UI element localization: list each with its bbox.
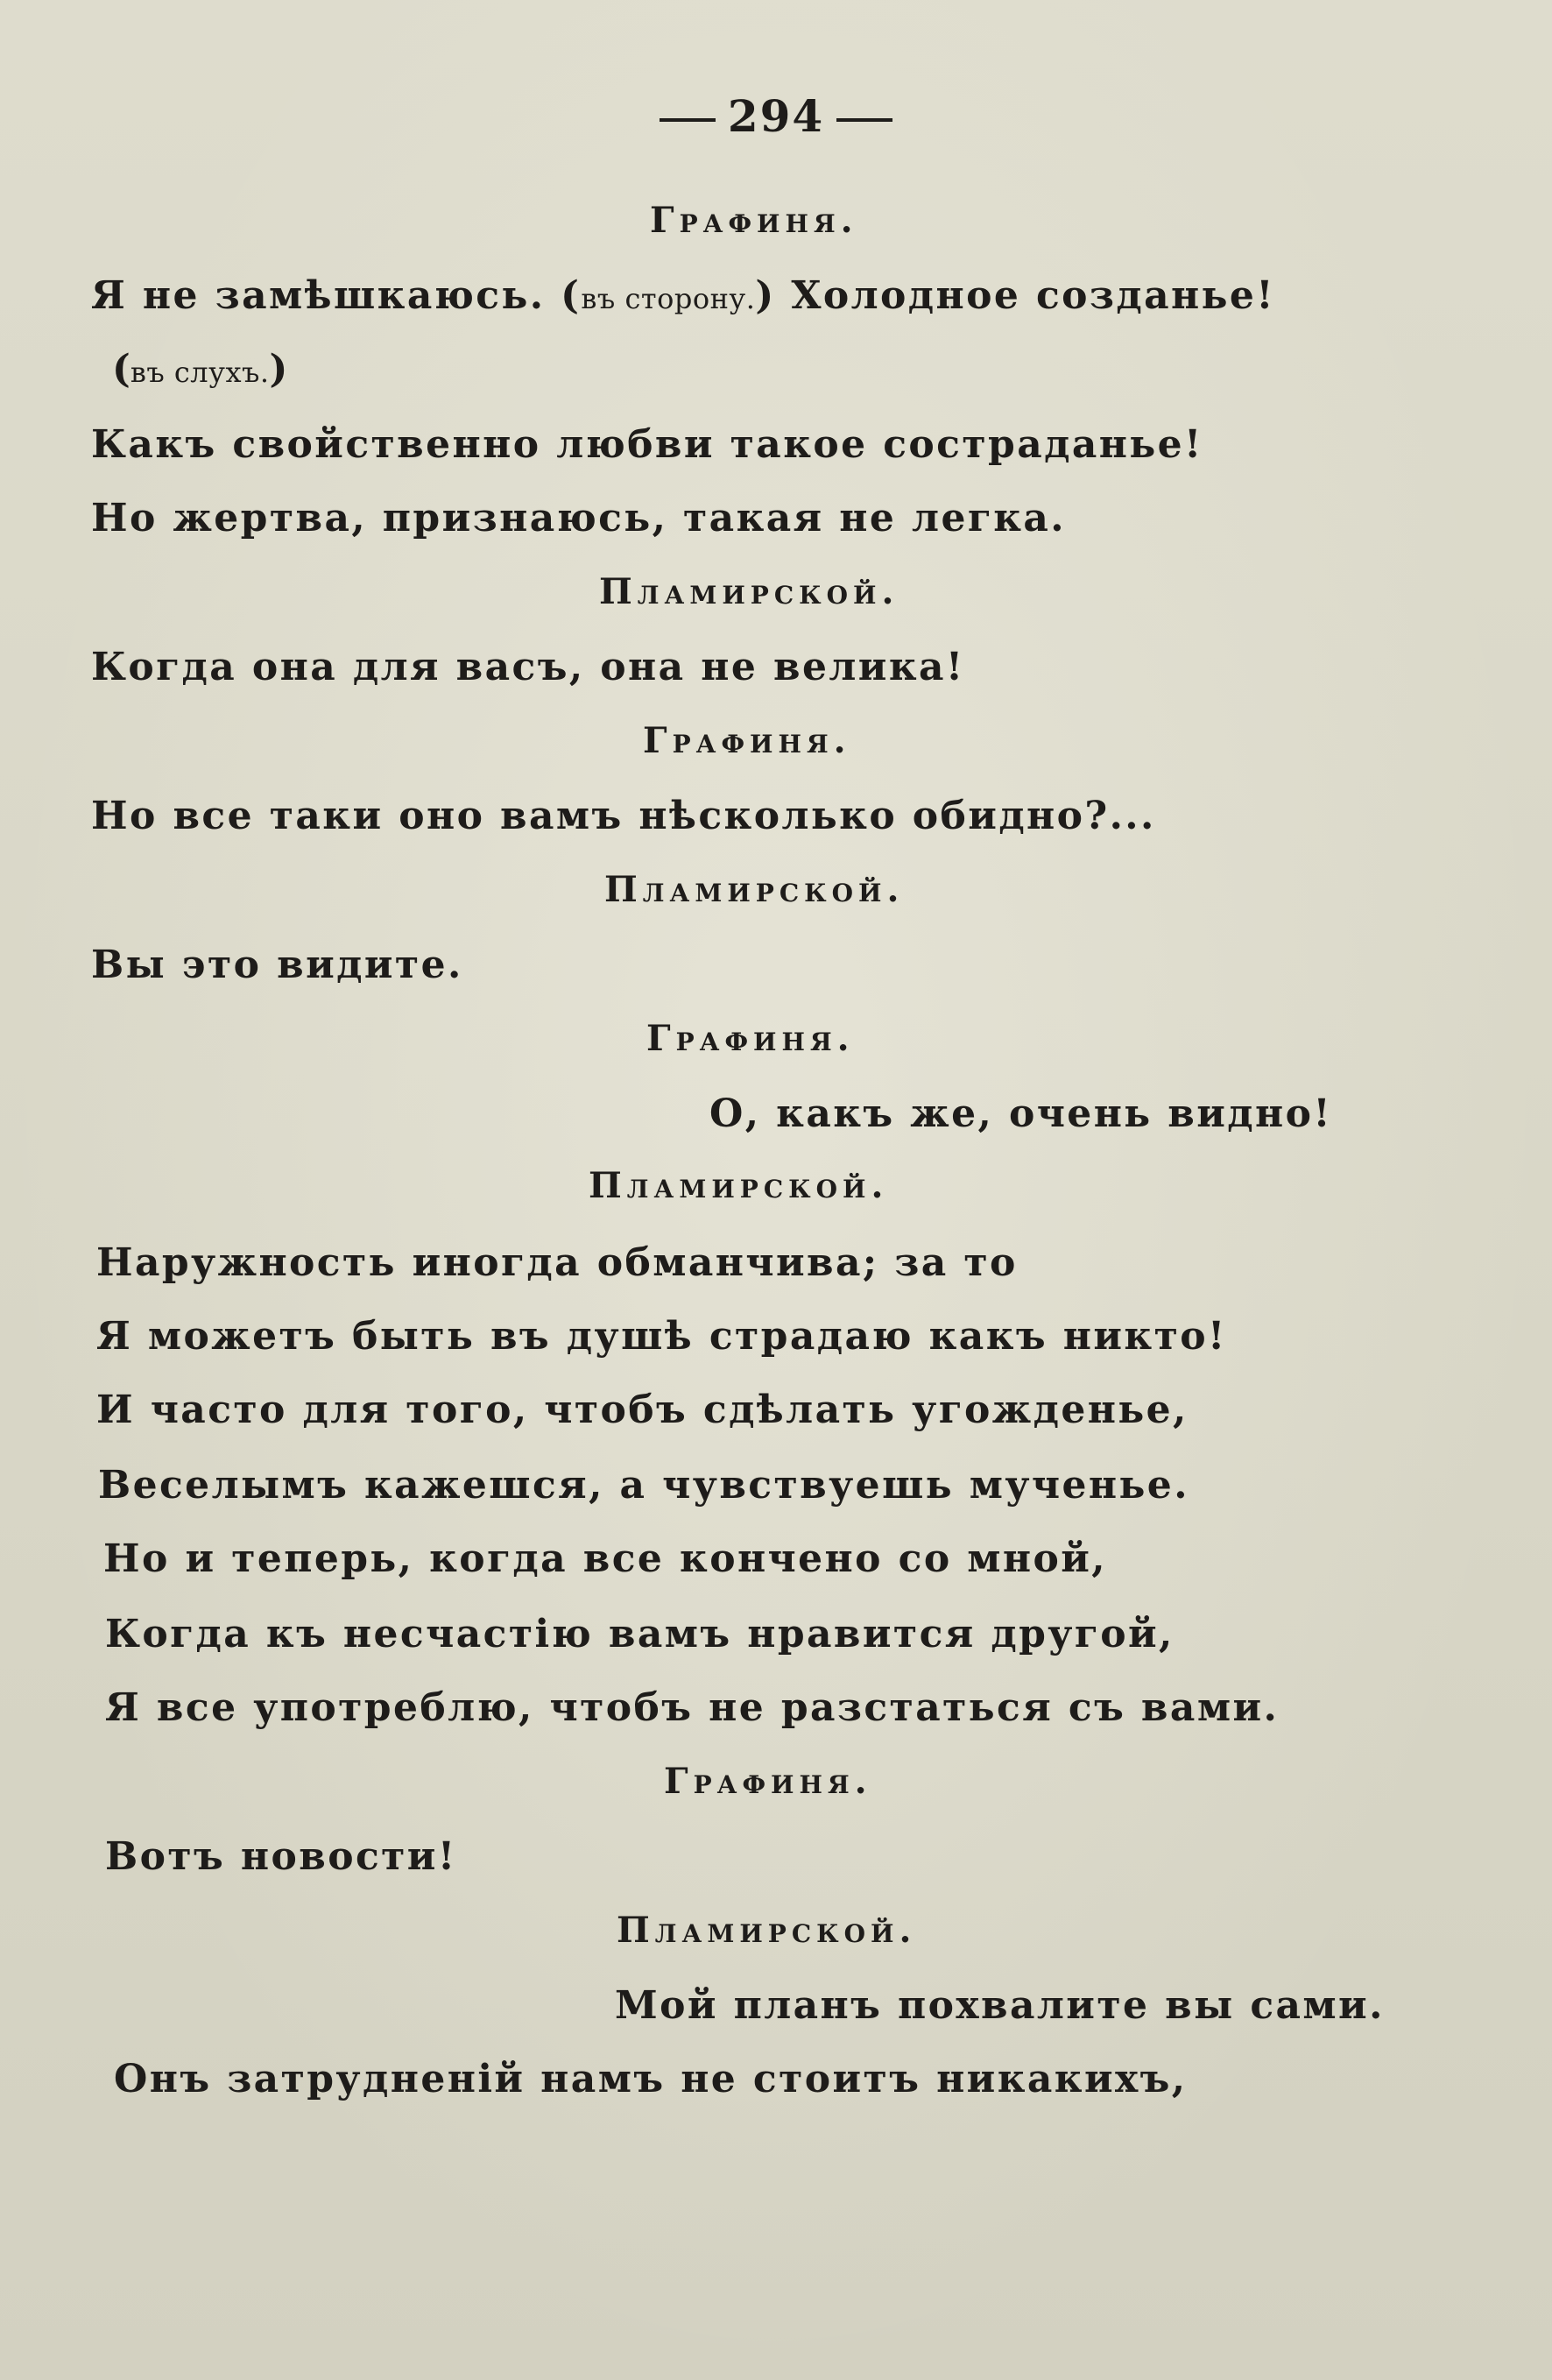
- page-number: [0, 90, 1552, 142]
- speaker-heading-plamirskoi: Пламирской.: [617, 1910, 917, 1951]
- verse-line: Онъ затрудненій намъ не стоитъ никакихъ,: [114, 2057, 1188, 2101]
- verse-text: Я не замѣшкаюсь.: [91, 273, 546, 318]
- stage-direction: въ слухъ.: [130, 356, 270, 389]
- verse-text: Холодное созданье!: [791, 273, 1276, 318]
- speaker-heading-plamirskoi: Пламирской.: [604, 869, 905, 910]
- verse-line: Я не замѣшкаюсь. (въ сторону.) Холодное созданье!: [91, 273, 1276, 318]
- verse-line: Какъ свойственно любви такое состраданье!: [91, 422, 1203, 467]
- speaker-heading-countess: Графиня.: [646, 1018, 855, 1059]
- verse-line: Вотъ новости!: [105, 1834, 457, 1879]
- verse-line: Вы это видите.: [91, 943, 463, 987]
- verse-line: Но и теперь, когда все кончено со мной,: [103, 1536, 1108, 1581]
- verse-line: Я можетъ быть въ душѣ страдаю какъ никто!: [96, 1314, 1227, 1359]
- stage-direction: въ сторону.: [581, 282, 756, 315]
- speaker-heading-countess: Графиня.: [664, 1761, 872, 1802]
- verse-line: Веселымъ кажешся, а чувствуешь мученье.: [98, 1463, 1189, 1508]
- verse-line: Мой планъ похвалите вы сами.: [615, 1983, 1385, 2028]
- speaker-heading-countess: Графиня.: [643, 720, 851, 761]
- verse-line: Но все таки оно вамъ нѣсколько обидно?...: [91, 794, 1156, 838]
- verse-line: Когда къ несчастію вамъ нравится другой,: [105, 1612, 1175, 1656]
- verse-line: И часто для того, чтобъ сдѣлать угожденье,: [96, 1388, 1189, 1432]
- dash-right: [836, 118, 892, 122]
- stage-direction-line: (въ слухъ.): [112, 347, 288, 392]
- dash-left: [660, 118, 716, 122]
- verse-line: Я все употреблю, чтобъ не разстаться съ вами.: [105, 1685, 1280, 1730]
- verse-line: Когда она для васъ, она не велика!: [91, 645, 965, 689]
- page-number-text: 294: [727, 90, 825, 142]
- speaker-heading-countess: Графиня.: [650, 200, 858, 241]
- verse-line: Наружность иногда обманчива; за то: [96, 1240, 1018, 1285]
- speaker-heading-plamirskoi: Пламирской.: [599, 571, 899, 612]
- verse-line: Но жертва, признаюсь, такая не легка.: [91, 496, 1067, 540]
- speaker-heading-plamirskoi: Пламирской.: [589, 1165, 889, 1206]
- verse-line: О, какъ же, очень видно!: [709, 1091, 1333, 1136]
